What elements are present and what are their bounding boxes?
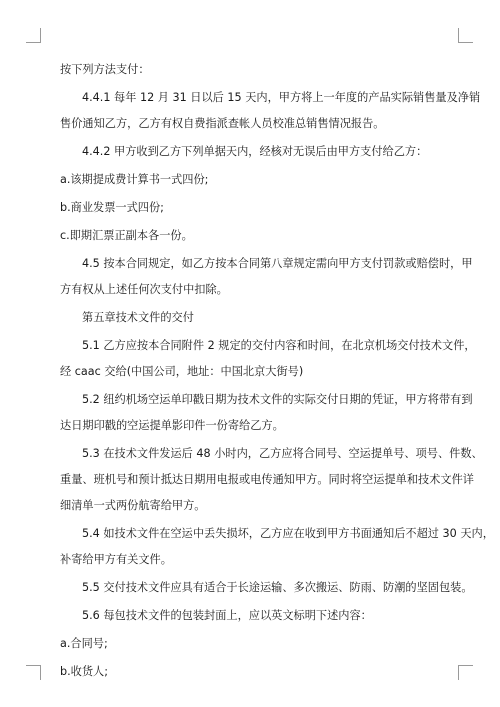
paragraph-line: 售价通知乙方，乙方有权自费指派查帐人员校准总销售情况报告。 <box>60 117 385 130</box>
paragraph-line: 4.4.1 每年 12 月 31 日以后 15 天内，甲方将上一年度的产品实际销售量及净销 <box>82 91 481 104</box>
chapter-heading: 第五章技术文件的交付 <box>82 311 194 324</box>
paragraph-line: 5.2 纽约机场空运单印戳日期为技术文件的实际交付日期的凭证，甲方将带有到 <box>82 393 473 406</box>
paragraph-line: 5.5 交付技术文件应具有适合于长途运输、多次搬运、防雨、防潮的坚固包装。 <box>82 581 473 594</box>
crop-mark-top-right <box>458 28 473 43</box>
paragraph-line: 重量、班机号和预计抵达日期用电报或电传通知甲方。同时将空运提单和技术文件详 <box>60 473 474 486</box>
crop-mark-top-left <box>26 28 41 43</box>
paragraph-line: 4.5 按本合同规定，如乙方按本合同第八章规定需向甲方支付罚款或赔偿时，甲 <box>82 257 473 270</box>
paragraph-line: a.合同号; <box>60 637 108 650</box>
paragraph-line: a.该期提成费计算书一式四份; <box>60 173 209 186</box>
crop-mark-bottom-left <box>26 665 41 680</box>
paragraph-line: 5.1 乙方应按本合同附件 2 规定的交付内容和时间，在北京机场交付技术文件， <box>82 339 476 352</box>
document-body <box>60 62 494 680</box>
paragraph-line: 细清单一式两份航寄给甲方。 <box>60 499 206 512</box>
paragraph-line: b.收货人; <box>60 665 108 678</box>
paragraph-line: 补寄给甲方有关文件。 <box>60 553 172 566</box>
paragraph-line: b.商业发票一式四份; <box>60 201 164 214</box>
paragraph-line: 达日期印戳的空运提单影印件一份寄给乙方。 <box>60 419 284 432</box>
paragraph-line: 方有权从上述任何次支付中扣除。 <box>60 283 228 296</box>
paragraph-line: 按下列方法支付： <box>60 63 150 76</box>
paragraph-line: 4.4.2 甲方收到乙方下列单据天内，经核对无误后由甲方支付给乙方： <box>82 145 428 158</box>
crop-mark-bottom-right <box>458 665 473 680</box>
paragraph-line: c.即期汇票正副本各一份。 <box>60 229 193 242</box>
paragraph-line: 5.3 在技术文件发运后 48 小时内，乙方应将合同号、空运提单号、项号、件数、 <box>82 447 483 460</box>
paragraph-line: 5.4 如技术文件在空运中丢失损坏，乙方应在收到甲方书面通知后不超过 30 天内， <box>82 527 494 540</box>
paragraph-line: 5.6 每包技术文件的包装封面上，应以英文标明下述内容： <box>82 609 372 622</box>
paragraph-line: 经 caac 交给(中国公司，地址：中国北京大街号) <box>60 365 304 378</box>
